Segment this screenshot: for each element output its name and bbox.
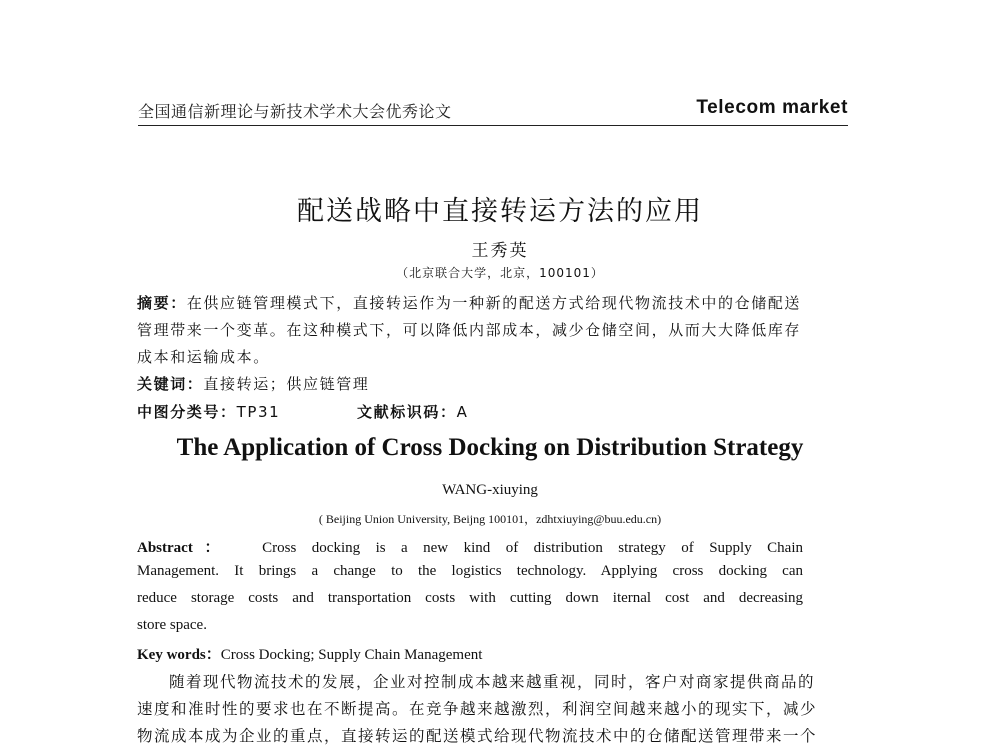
english-title: The Application of Cross Docking on Distribution Strategy — [176, 434, 804, 461]
chinese-affiliation: （北京联合大学，北京，100101） — [396, 266, 604, 280]
english-keywords-label: Key words： — [137, 647, 221, 663]
document-code-label: 文献标识码： — [357, 403, 457, 421]
english-keywords — [137, 643, 803, 664]
english-abstract-label: Abstract： — [137, 540, 232, 556]
chinese-abstract-label: 摘要： — [137, 294, 187, 312]
journal-name: Telecom market — [696, 97, 848, 118]
running-header — [138, 97, 848, 126]
body-paragraph-line: 速度和准时性的要求也在不断提高。在竞争越来越激烈，利润空间越来越小的现实下，减少 — [137, 700, 818, 718]
english-author: WANG-xiuying — [442, 482, 538, 498]
chinese-abstract-line — [137, 292, 801, 313]
chinese-keywords-label: 关键词： — [137, 375, 204, 393]
chinese-abstract-text: 在供应链管理模式下，直接转运作为一种新的配送方式给现代物流技术中的仓储配送 — [186, 294, 802, 312]
english-abstract-line: reduce storage costs and transportation costs with cutting down iternal cost and decreasing — [137, 590, 803, 606]
english-affiliation: ( Beijing Union University, Beijng 100101，zdhtxiuying@buu.edu.cn) — [318, 512, 662, 526]
chinese-keywords — [137, 373, 369, 394]
body-paragraph-line: 随着现代物流技术的发展，企业对控制成本越来越重视，同时，客户对商家提供商品的 — [169, 673, 816, 691]
conference-name: 全国通信新理论与新技术学术大会优秀论文 — [138, 102, 452, 121]
document-code-value: A — [456, 403, 469, 421]
english-abstract-line: Management. It brings a change to the logistics technology. Applying cross docking can — [137, 563, 803, 579]
chinese-title: 配送战略中直接转运方法的应用 — [297, 196, 703, 227]
chinese-keywords-value: 直接转运；供应链管理 — [203, 375, 370, 393]
english-abstract-line: store space. — [137, 617, 207, 633]
english-keywords-value: Cross Docking; Supply Chain Management — [220, 647, 483, 663]
classification-label: 中图分类号： — [137, 403, 237, 421]
english-abstract-line — [137, 536, 803, 557]
classification-value: TP31 — [236, 403, 281, 421]
document-code-line — [357, 401, 468, 422]
chinese-author: 王秀英 — [471, 241, 529, 261]
classification-line — [137, 401, 280, 422]
english-abstract-text: Cross docking is a new kind of distribution strategy of Supply Chain — [262, 540, 803, 556]
body-paragraph-line: 物流成本成为企业的重点，直接转运的配送模式给现代物流技术中的仓储配送管理带来一个 — [137, 727, 818, 745]
chinese-abstract-line: 成本和运输成本。 — [137, 348, 270, 366]
chinese-abstract-line: 管理带来一个变革。在这种模式下，可以降低内部成本，减少仓储空间，从而大大降低库存 — [137, 321, 802, 339]
